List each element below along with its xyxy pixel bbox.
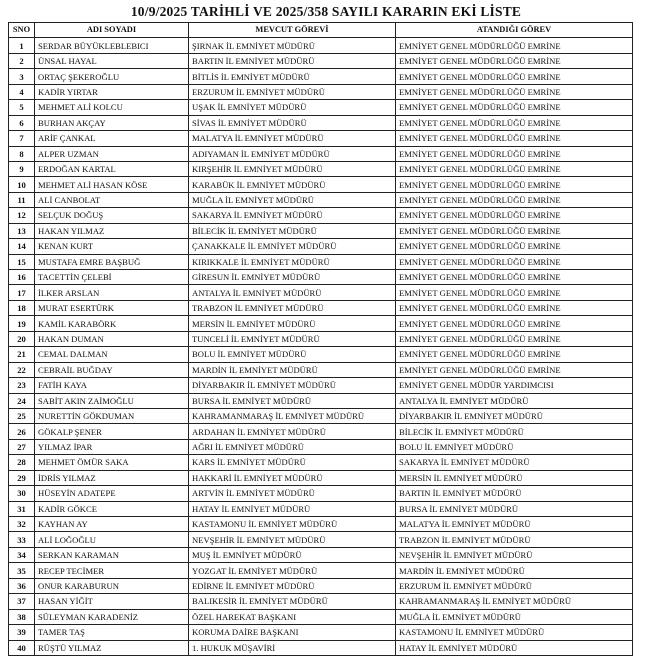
table-row: [9, 393, 633, 408]
header-current-duty: MEVCUT GÖREVİ: [189, 23, 396, 38]
cell-sno: 35: [9, 563, 35, 578]
cell-sno: 5: [9, 100, 35, 115]
cell-current-duty: UŞAK İL EMNİYET MÜDÜRÜ: [189, 100, 396, 115]
cell-assigned-duty: MARDİN İL EMNİYET MÜDÜRÜ: [396, 563, 633, 578]
table-row: [9, 455, 633, 470]
cell-sno: 12: [9, 208, 35, 223]
cell-sno: 23: [9, 378, 35, 393]
cell-sno: 25: [9, 408, 35, 423]
cell-current-duty: TRABZON İL EMNİYET MÜDÜRÜ: [189, 300, 396, 315]
table-row: [9, 146, 633, 161]
table-row: [9, 285, 633, 300]
cell-sno: 11: [9, 192, 35, 207]
table-row: [9, 208, 633, 223]
document-page: [6, 2, 646, 656]
cell-assigned-duty: EMNİYET GENEL MÜDÜRLÜĞÜ EMRİNE: [396, 239, 633, 254]
cell-name: İDRİS YILMAZ: [35, 470, 189, 485]
cell-sno: 14: [9, 239, 35, 254]
cell-name: SERDAR BÜYÜKLEBLEBICI: [35, 38, 189, 53]
table-row: [9, 424, 633, 439]
cell-assigned-duty: ERZURUM İL EMNİYET MÜDÜRÜ: [396, 578, 633, 593]
cell-assigned-duty: EMNİYET GENEL MÜDÜRLÜĞÜ EMRİNE: [396, 254, 633, 269]
cell-sno: 16: [9, 270, 35, 285]
cell-current-duty: ARTVİN İL EMNİYET MÜDÜRÜ: [189, 486, 396, 501]
cell-sno: 39: [9, 625, 35, 640]
table-row: [9, 38, 633, 53]
cell-assigned-duty: EMNİYET GENEL MÜDÜRLÜĞÜ EMRİNE: [396, 223, 633, 238]
cell-sno: 40: [9, 640, 35, 655]
table-row: [9, 625, 633, 640]
table-row: [9, 532, 633, 547]
table-row: [9, 486, 633, 501]
cell-name: KAYHAN AY: [35, 517, 189, 532]
cell-sno: 3: [9, 69, 35, 84]
table-row: [9, 331, 633, 346]
cell-current-duty: SİVAS İL EMNİYET MÜDÜRÜ: [189, 115, 396, 130]
cell-assigned-duty: SAKARYA İL EMNİYET MÜDÜRÜ: [396, 455, 633, 470]
document-title: 10/9/2025 TARİHLİ VE 2025/358 SAYILI KARARIN EKİ LİSTE: [130, 4, 522, 19]
table-row: [9, 192, 633, 207]
cell-sno: 38: [9, 609, 35, 624]
cell-sno: 22: [9, 362, 35, 377]
cell-sno: 18: [9, 300, 35, 315]
cell-current-duty: ÖZEL HAREKAT BAŞKANI: [189, 609, 396, 624]
cell-name: SABİT AKIN ZAİMOĞLU: [35, 393, 189, 408]
cell-current-duty: ADIYAMAN İL EMNİYET MÜDÜRÜ: [189, 146, 396, 161]
cell-sno: 20: [9, 331, 35, 346]
cell-assigned-duty: MERSİN İL EMNİYET MÜDÜRÜ: [396, 470, 633, 485]
table-row: [9, 578, 633, 593]
cell-name: SELÇUK DOĞUŞ: [35, 208, 189, 223]
cell-assigned-duty: EMNİYET GENEL MÜDÜRLÜĞÜ EMRİNE: [396, 69, 633, 84]
cell-name: İLKER ARSLAN: [35, 285, 189, 300]
cell-name: MURAT ESERTÜRK: [35, 300, 189, 315]
table-row: [9, 547, 633, 562]
cell-sno: 27: [9, 439, 35, 454]
table-row: [9, 161, 633, 176]
cell-current-duty: KIRIKKALE İL EMNİYET MÜDÜRÜ: [189, 254, 396, 269]
cell-current-duty: ARDAHAN İL EMNİYET MÜDÜRÜ: [189, 424, 396, 439]
table-row: [9, 239, 633, 254]
header-sno: SNO: [9, 23, 35, 38]
cell-sno: 26: [9, 424, 35, 439]
cell-current-duty: 1. HUKUK MÜŞAVİRİ: [189, 640, 396, 655]
cell-name: KENAN KURT: [35, 239, 189, 254]
cell-name: NURETTİN GÖKDUMAN: [35, 408, 189, 423]
table-row: [9, 316, 633, 331]
cell-assigned-duty: KASTAMONU İL EMNİYET MÜDÜRÜ: [396, 625, 633, 640]
cell-name: SÜLEYMAN KARADENİZ: [35, 609, 189, 624]
cell-current-duty: DİYARBAKIR İL EMNİYET MÜDÜRÜ: [189, 378, 396, 393]
cell-current-duty: BOLU İL EMNİYET MÜDÜRÜ: [189, 347, 396, 362]
cell-assigned-duty: ANTALYA İL EMNİYET MÜDÜRÜ: [396, 393, 633, 408]
cell-current-duty: MARDİN İL EMNİYET MÜDÜRÜ: [189, 362, 396, 377]
cell-name: RÜŞTÜ YILMAZ: [35, 640, 189, 655]
cell-name: ORTAÇ ŞEKEROĞLU: [35, 69, 189, 84]
table-row: [9, 223, 633, 238]
cell-name: YILMAZ İPAR: [35, 439, 189, 454]
cell-assigned-duty: NEVŞEHİR İL EMNİYET MÜDÜRÜ: [396, 547, 633, 562]
cell-name: HÜSEYİN ADATEPE: [35, 486, 189, 501]
cell-name: SERKAN KARAMAN: [35, 547, 189, 562]
cell-assigned-duty: EMNİYET GENEL MÜDÜRLÜĞÜ EMRİNE: [396, 192, 633, 207]
cell-assigned-duty: BARTIN İL EMNİYET MÜDÜRÜ: [396, 486, 633, 501]
cell-assigned-duty: EMNİYET GENEL MÜDÜRLÜĞÜ EMRİNE: [396, 146, 633, 161]
cell-assigned-duty: EMNİYET GENEL MÜDÜRLÜĞÜ EMRİNE: [396, 38, 633, 53]
table-row: [9, 347, 633, 362]
cell-current-duty: ŞIRNAK İL EMNİYET MÜDÜRÜ: [189, 38, 396, 53]
cell-current-duty: ÇANAKKALE İL EMNİYET MÜDÜRÜ: [189, 239, 396, 254]
cell-name: ERDOĞAN KARTAL: [35, 161, 189, 176]
cell-name: CEMAL DALMAN: [35, 347, 189, 362]
table-row: [9, 563, 633, 578]
cell-assigned-duty: BİLECİK İL EMNİYET MÜDÜRÜ: [396, 424, 633, 439]
cell-assigned-duty: EMNİYET GENEL MÜDÜRLÜĞÜ EMRİNE: [396, 161, 633, 176]
cell-current-duty: BİLECİK İL EMNİYET MÜDÜRÜ: [189, 223, 396, 238]
cell-current-duty: MALATYA İL EMNİYET MÜDÜRÜ: [189, 131, 396, 146]
table-row: [9, 501, 633, 516]
cell-assigned-duty: EMNİYET GENEL MÜDÜRLÜĞÜ EMRİNE: [396, 53, 633, 68]
cell-sno: 15: [9, 254, 35, 269]
cell-assigned-duty: EMNİYET GENEL MÜDÜRLÜĞÜ EMRİNE: [396, 300, 633, 315]
cell-name: KAMİL KARABÖRK: [35, 316, 189, 331]
cell-current-duty: BURSA İL EMNİYET MÜDÜRÜ: [189, 393, 396, 408]
cell-assigned-duty: MALATYA İL EMNİYET MÜDÜRÜ: [396, 517, 633, 532]
cell-name: ÜNSAL HAYAL: [35, 53, 189, 68]
table-header-row: [9, 23, 633, 38]
cell-assigned-duty: BURSA İL EMNİYET MÜDÜRÜ: [396, 501, 633, 516]
cell-current-duty: KARS İL EMNİYET MÜDÜRÜ: [189, 455, 396, 470]
cell-current-duty: GİRESUN İL EMNİYET MÜDÜRÜ: [189, 270, 396, 285]
table-row: [9, 439, 633, 454]
cell-sno: 32: [9, 517, 35, 532]
cell-name: MUSTAFA EMRE BAŞBUĞ: [35, 254, 189, 269]
cell-name: TACETTİN ÇELEBİ: [35, 270, 189, 285]
cell-sno: 24: [9, 393, 35, 408]
cell-assigned-duty: TRABZON İL EMNİYET MÜDÜRÜ: [396, 532, 633, 547]
cell-sno: 31: [9, 501, 35, 516]
cell-name: FATİH KAYA: [35, 378, 189, 393]
cell-name: TAMER TAŞ: [35, 625, 189, 640]
cell-current-duty: KIRŞEHİR İL EMNİYET MÜDÜRÜ: [189, 161, 396, 176]
cell-sno: 19: [9, 316, 35, 331]
cell-current-duty: EDİRNE İL EMNİYET MÜDÜRÜ: [189, 578, 396, 593]
table-row: [9, 53, 633, 68]
cell-sno: 2: [9, 53, 35, 68]
table-row: [9, 640, 633, 655]
cell-current-duty: NEVŞEHİR İL EMNİYET MÜDÜRÜ: [189, 532, 396, 547]
cell-sno: 30: [9, 486, 35, 501]
cell-current-duty: KARABÜK İL EMNİYET MÜDÜRÜ: [189, 177, 396, 192]
cell-name: MEHMET ALİ HASAN KÖSE: [35, 177, 189, 192]
cell-current-duty: KORUMA DAİRE BAŞKANI: [189, 625, 396, 640]
cell-assigned-duty: BOLU İL EMNİYET MÜDÜRÜ: [396, 439, 633, 454]
cell-assigned-duty: MUĞLA İL EMNİYET MÜDÜRÜ: [396, 609, 633, 624]
table-row: [9, 300, 633, 315]
cell-sno: 33: [9, 532, 35, 547]
cell-current-duty: KAHRAMANMARAŞ İL EMNİYET MÜDÜRÜ: [189, 408, 396, 423]
cell-current-duty: AĞRI İL EMNİYET MÜDÜRÜ: [189, 439, 396, 454]
cell-assigned-duty: EMNİYET GENEL MÜDÜRLÜĞÜ EMRİNE: [396, 347, 633, 362]
cell-name: HAKAN DUMAN: [35, 331, 189, 346]
cell-current-duty: HAKKARİ İL EMNİYET MÜDÜRÜ: [189, 470, 396, 485]
table-body: [9, 38, 633, 656]
cell-name: ONUR KARABURUN: [35, 578, 189, 593]
cell-name: GÖKALP ŞENER: [35, 424, 189, 439]
table-row: [9, 115, 633, 130]
cell-current-duty: MERSİN İL EMNİYET MÜDÜRÜ: [189, 316, 396, 331]
header-assigned-duty: ATANDIĞI GÖREV: [396, 23, 633, 38]
cell-assigned-duty: DİYARBAKIR İL EMNİYET MÜDÜRÜ: [396, 408, 633, 423]
cell-assigned-duty: KAHRAMANMARAŞ İL EMNİYET MÜDÜRÜ: [396, 594, 633, 609]
cell-current-duty: BİTLİS İL EMNİYET MÜDÜRÜ: [189, 69, 396, 84]
cell-sno: 29: [9, 470, 35, 485]
cell-name: BURHAN AKÇAY: [35, 115, 189, 130]
table-row: [9, 594, 633, 609]
cell-assigned-duty: EMNİYET GENEL MÜDÜRLÜĞÜ EMRİNE: [396, 100, 633, 115]
table-row: [9, 378, 633, 393]
cell-name: KADİR YIRTAR: [35, 84, 189, 99]
cell-name: HAKAN YILMAZ: [35, 223, 189, 238]
cell-name: ARİF ÇANKAL: [35, 131, 189, 146]
cell-assigned-duty: EMNİYET GENEL MÜDÜRLÜĞÜ EMRİNE: [396, 115, 633, 130]
cell-current-duty: MUĞLA İL EMNİYET MÜDÜRÜ: [189, 192, 396, 207]
header-name: ADI SOYADI: [35, 23, 189, 38]
cell-name: ALPER UZMAN: [35, 146, 189, 161]
cell-current-duty: MUŞ İL EMNİYET MÜDÜRÜ: [189, 547, 396, 562]
table-row: [9, 84, 633, 99]
table-row: [9, 470, 633, 485]
cell-assigned-duty: EMNİYET GENEL MÜDÜRLÜĞÜ EMRİNE: [396, 131, 633, 146]
table-row: [9, 362, 633, 377]
cell-sno: 8: [9, 146, 35, 161]
cell-current-duty: KASTAMONU İL EMNİYET MÜDÜRÜ: [189, 517, 396, 532]
cell-assigned-duty: HATAY İL EMNİYET MÜDÜRÜ: [396, 640, 633, 655]
cell-name: ALİ LOĞOĞLU: [35, 532, 189, 547]
cell-name: ALİ CANBOLAT: [35, 192, 189, 207]
cell-current-duty: BARTIN İL EMNİYET MÜDÜRÜ: [189, 53, 396, 68]
cell-sno: 34: [9, 547, 35, 562]
cell-sno: 4: [9, 84, 35, 99]
cell-assigned-duty: EMNİYET GENEL MÜDÜRLÜĞÜ EMRİNE: [396, 316, 633, 331]
cell-assigned-duty: EMNİYET GENEL MÜDÜRLÜĞÜ EMRİNE: [396, 362, 633, 377]
cell-name: MEHMET ÖMÜR SAKA: [35, 455, 189, 470]
cell-sno: 37: [9, 594, 35, 609]
table-row: [9, 270, 633, 285]
cell-sno: 1: [9, 38, 35, 53]
cell-assigned-duty: EMNİYET GENEL MÜDÜRLÜĞÜ EMRİNE: [396, 285, 633, 300]
cell-name: CEBRAİL BUĞDAY: [35, 362, 189, 377]
cell-current-duty: BALIKESİR İL EMNİYET MÜDÜRÜ: [189, 594, 396, 609]
table-row: [9, 254, 633, 269]
cell-sno: 21: [9, 347, 35, 362]
cell-assigned-duty: EMNİYET GENEL MÜDÜRLÜĞÜ EMRİNE: [396, 208, 633, 223]
cell-sno: 13: [9, 223, 35, 238]
table-row: [9, 100, 633, 115]
cell-assigned-duty: EMNİYET GENEL MÜDÜRLÜĞÜ EMRİNE: [396, 177, 633, 192]
cell-name: MEHMET ALİ KOLCU: [35, 100, 189, 115]
cell-current-duty: HATAY İL EMNİYET MÜDÜRÜ: [189, 501, 396, 516]
cell-sno: 28: [9, 455, 35, 470]
cell-current-duty: ANTALYA İL EMNİYET MÜDÜRÜ: [189, 285, 396, 300]
cell-name: HASAN YİĞİT: [35, 594, 189, 609]
cell-sno: 6: [9, 115, 35, 130]
cell-sno: 36: [9, 578, 35, 593]
cell-name: RECEP TECİMER: [35, 563, 189, 578]
cell-name: KADİR GÖKCE: [35, 501, 189, 516]
cell-sno: 10: [9, 177, 35, 192]
table-row: [9, 177, 633, 192]
cell-sno: 17: [9, 285, 35, 300]
cell-sno: 7: [9, 131, 35, 146]
cell-assigned-duty: EMNİYET GENEL MÜDÜRLÜĞÜ EMRİNE: [396, 331, 633, 346]
cell-current-duty: SAKARYA İL EMNİYET MÜDÜRÜ: [189, 208, 396, 223]
table-row: [9, 69, 633, 84]
cell-assigned-duty: EMNİYET GENEL MÜDÜRLÜĞÜ EMRİNE: [396, 270, 633, 285]
cell-sno: 9: [9, 161, 35, 176]
assignment-table: [8, 22, 633, 656]
table-row: [9, 131, 633, 146]
table-row: [9, 408, 633, 423]
cell-current-duty: YOZGAT İL EMNİYET MÜDÜRÜ: [189, 563, 396, 578]
table-row: [9, 517, 633, 532]
table-row: [9, 609, 633, 624]
cell-assigned-duty: EMNİYET GENEL MÜDÜR YARDIMCISI: [396, 378, 633, 393]
cell-current-duty: TUNCELİ İL EMNİYET MÜDÜRÜ: [189, 331, 396, 346]
cell-assigned-duty: EMNİYET GENEL MÜDÜRLÜĞÜ EMRİNE: [396, 84, 633, 99]
cell-current-duty: ERZURUM İL EMNİYET MÜDÜRÜ: [189, 84, 396, 99]
